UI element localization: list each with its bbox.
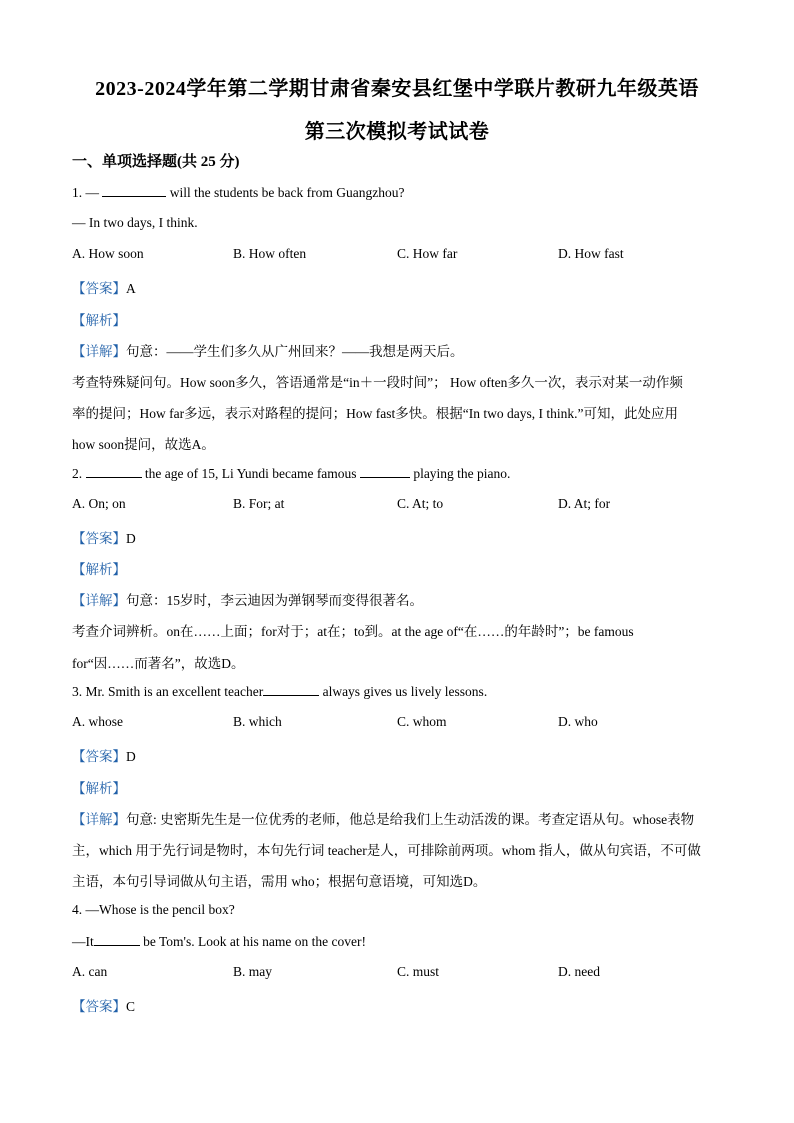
question-3-option-b: B. which xyxy=(233,714,282,729)
question-2-answer: 【答案】D xyxy=(72,531,136,546)
question-1-stem: 1. — will the students be back from Guangzhou? xyxy=(72,185,405,200)
question-1-explanation-line: how soon提问，故选A。 xyxy=(72,437,215,452)
question-4-response: —It be Tom's. Look at his name on the cover! xyxy=(72,934,366,949)
question-1-analysis-label: 【解析】 xyxy=(72,313,126,328)
question-3-option-a: A. whose xyxy=(72,714,123,729)
question-1-explanation-line: 率的提问；How far多远，表示对路程的提问；How fast多快。根据“In two days, I think.”可知，此处应用 xyxy=(72,406,678,421)
question-3-detail-line: 主，which 用于先行词是物时，本句先行词 teacher是人，可排除前两项。whom 指人，做从句宾语，不可做 xyxy=(72,843,701,858)
question-1-response: — In two days, I think. xyxy=(72,215,198,230)
question-3-detail-line: 主语，本句引导词做从句主语，需用 who；根据句意语境，可知选D。 xyxy=(72,874,487,889)
question-1-option-c: C. How far xyxy=(397,246,458,261)
answer-blank xyxy=(86,465,142,478)
question-3-detail: 【详解】句意: 史密斯先生是一位优秀的老师，他总是给我们上生动活泼的课。考查定语从句。whose表物 xyxy=(72,812,695,827)
question-2-explanation-line: 考查介词辨析。on在……上面；for对于；at在；to到。at the age of“在……的年龄时”；be famous xyxy=(72,624,634,639)
question-3-option-d: D. who xyxy=(558,714,598,729)
question-2-stem: 2. the age of 15, Li Yundi became famous playing the piano. xyxy=(72,466,511,481)
question-1-explanation-line: 考查特殊疑问句。How soon多久，答语通常是“in＋一段时间”； How often多久一次，表示对某一动作频 xyxy=(72,375,683,390)
question-3-answer: 【答案】D xyxy=(72,749,136,764)
question-1-option-a: A. How soon xyxy=(72,246,144,261)
exam-title-line2: 第三次模拟考试试卷 xyxy=(304,121,490,143)
question-4-option-b: B. may xyxy=(233,964,272,979)
question-3-stem: 3. Mr. Smith is an excellent teacher always gives us lively lessons. xyxy=(72,684,488,699)
exam-title-line1: 2023-2024学年第二学期甘肃省秦安县红堡中学联片教研九年级英语 xyxy=(95,78,699,100)
question-1-detail: 【详解】句意：——学生们多久从广州回来？——我想是两天后。 xyxy=(72,344,464,359)
question-4-option-d: D. need xyxy=(558,964,600,979)
question-1-option-d: D. How fast xyxy=(558,246,624,261)
answer-blank xyxy=(360,465,410,478)
question-2-option-c: C. At; to xyxy=(397,496,444,511)
question-2-detail: 【详解】句意：15岁时，李云迪因为弹钢琴而变得很著名。 xyxy=(72,593,423,608)
question-2-analysis-label: 【解析】 xyxy=(72,562,126,577)
question-2-explanation-line: for“因……而著名”，故选D。 xyxy=(72,656,245,671)
question-2-option-b: B. For; at xyxy=(233,496,285,511)
question-2-option-d: D. At; for xyxy=(558,496,611,511)
question-1-answer: 【答案】A xyxy=(72,281,136,296)
answer-blank xyxy=(263,683,319,696)
question-4-stem: 4. —Whose is the pencil box? xyxy=(72,902,235,917)
question-4-answer: 【答案】C xyxy=(72,999,136,1014)
section-heading: 一、单项选择题(共 25 分) xyxy=(72,154,240,170)
question-1-option-b: B. How often xyxy=(233,246,307,261)
question-3-option-c: C. whom xyxy=(397,714,447,729)
question-3-analysis-label: 【解析】 xyxy=(72,781,126,796)
answer-blank xyxy=(94,933,140,946)
question-4-option-a: A. can xyxy=(72,964,108,979)
answer-blank xyxy=(102,184,166,197)
question-2-option-a: A. On; on xyxy=(72,496,126,511)
question-4-option-c: C. must xyxy=(397,964,440,979)
